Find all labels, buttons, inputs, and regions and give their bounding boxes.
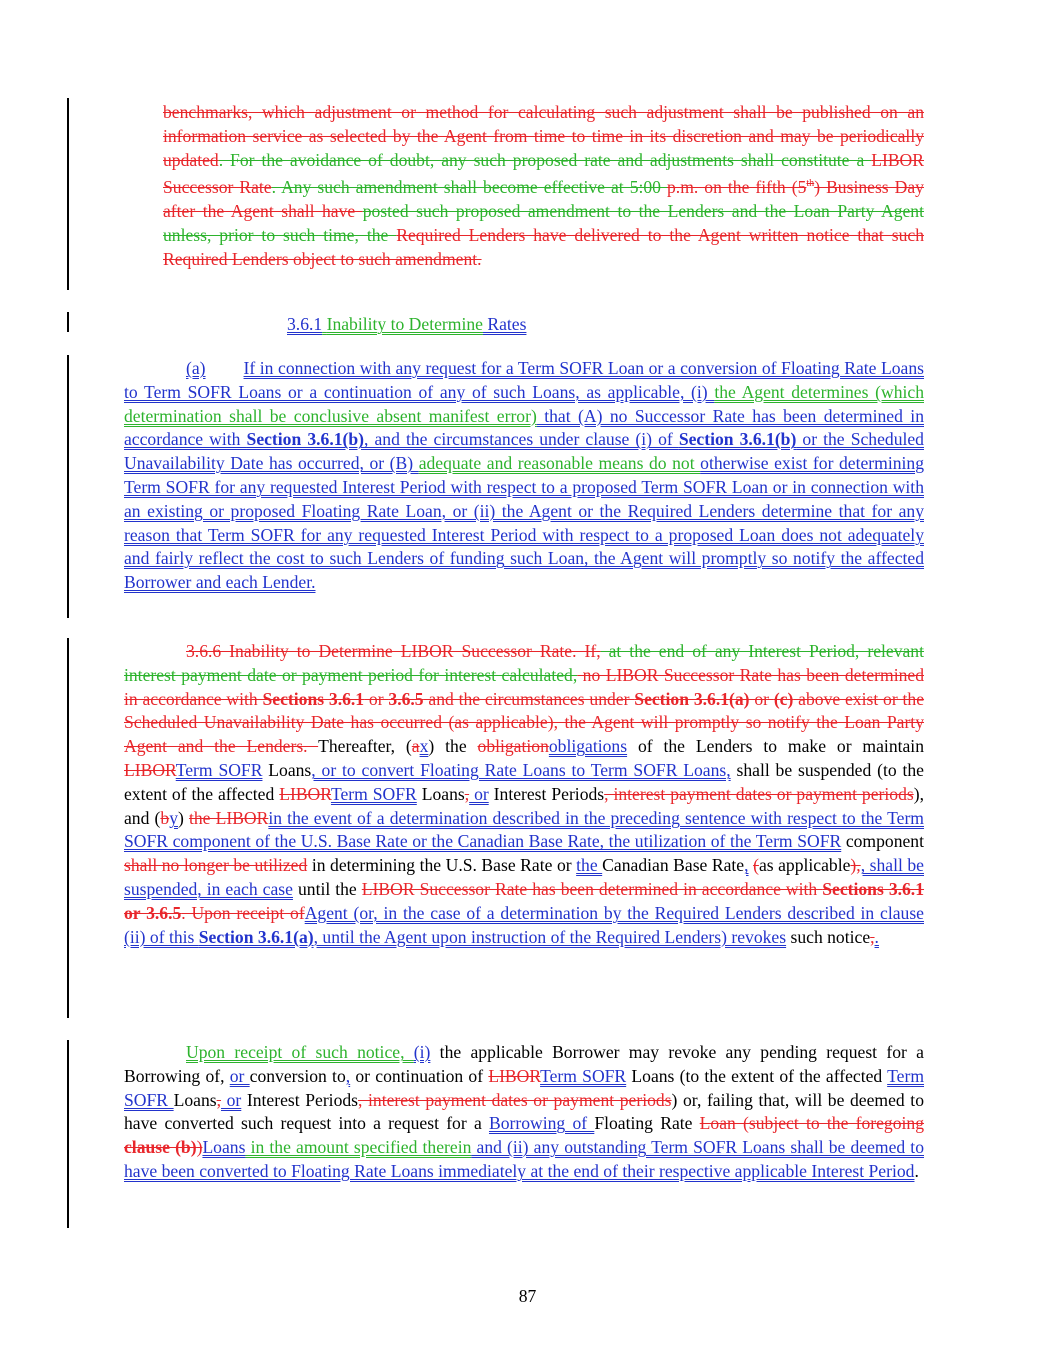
page-number: 87 bbox=[518, 1286, 537, 1306]
change-bar bbox=[67, 98, 69, 290]
change-bar bbox=[67, 355, 69, 618]
paragraph-upon-receipt: Upon receipt of such notice, (i) the applicable Borrower may revoke any pending request for a Borrowing of, or conversion to, or continuation of LIBORTerm SOFR Loans (to the extent of the affected Term SOFR Loans, or Interest Periods, interest payment dates or payment periods) or, failing that, will be deemed to have converted such request into a request for a Borrowing of Floating Rate Loan (subject to the foregoing clause (b))Loans in the amount specified therein and (ii) any outstanding Term SOFR Loans shall be deemed to have been converted to Floating Rate Loans immediately at the end of their respective applicable Interest Period. bbox=[124, 1042, 925, 1181]
section-title: Inability to Determine bbox=[326, 314, 483, 334]
paragraph-a: (a) If in connection with any request for a Term SOFR Loan or a conversion of Floating Rate Loans to Term SOFR Loans or a continuation of any of such Loans, as applicable, (i) the Agent determines (which determination shall be conclusive absent manifest error) that (A) no Successor Rate has been determined in accordance with Section 3.6.1(b), and the circumstances under clause (i) of Section 3.6.1(b) or the Scheduled Unavailability Date has occurred, or (B) adequate and reasonable means do not otherwise exist for determining Term SOFR for any requested Interest Period with respect to a proposed Term SOFR Loan or in connection with an existing or proposed Floating Rate Loan, or (ii) the Agent or the Required Lenders determine that for any reason that Term SOFR for any requested Interest Period with respect to a proposed Loan does not adequately and fairly reflect the cost to such Lenders of funding such Loan, the Agent will promptly so notify the affected Borrower and each Lender. bbox=[124, 358, 924, 593]
change-bar bbox=[67, 312, 69, 332]
paragraph-continued: benchmarks, which adjustment or method for calculating such adjustment shall be published on an information service as selected by the Agent from time to time in its discretion and may be periodically updated. For the avoidance of doubt, any such proposed rate and adjustments shall constitute a LIBOR Successor Rate. Any such amendment shall become effective at 5:00 p.m. on the fifth (5th) Business Day after the Agent shall have posted such proposed amendment to the Lenders and the Loan Party Agent unless, prior to such time, the Required Lenders have delivered to the Agent written notice that such Required Lenders object to such amendment. bbox=[163, 102, 924, 269]
change-bar bbox=[67, 638, 69, 1018]
change-bar bbox=[67, 1040, 69, 1228]
section-number: 3.6.1 bbox=[287, 314, 323, 334]
section-heading: 3.6.1 Inability to Determine Rates bbox=[287, 314, 527, 334]
clause-label: (a) bbox=[186, 358, 206, 378]
paragraph-3-6-6: 3.6.6 Inability to Determine LIBOR Successor Rate. If, at the end of any Interest Period, relevant interest payment date or payment period for interest calculated, no LIBOR Successor Rate has been determined in accordance with Sections 3.6.1 or 3.6.5 and the circumstances under Section 3.6.1(a) or (c) above exist or the Scheduled Unavailability Date has occurred (as applicable), the Agent will promptly so notify the Loan Party Agent and the Lenders. Thereafter, (ax) the obligationobligations of the Lenders to make or maintain LIBORTerm SOFR Loans, or to convert Floating Rate Loans to Term SOFR Loans, shall be suspended (to the extent of the affected LIBORTerm SOFR Loans, or Interest Periods, interest payment dates or payment periods), and (by) the LIBORin the event of a determination described in the preceding sentence with respect to the Term SOFR component of the U.S. Base Rate or the Canadian Base Rate, the utilization of the Term SOFR component shall no longer be utilized in determining the U.S. Base Rate or the Canadian Base Rate, (as applicable),, shall be suspended, in each case until the LIBOR Successor Rate has been determined in accordance with Sections 3.6.1 or 3.6.5. Upon receipt ofAgent (or, in the case of a determination by the Required Lenders described in clause (ii) of this Section 3.6.1(a), until the Agent upon instruction of the Required Lenders) revokes such notice,. bbox=[124, 641, 925, 947]
